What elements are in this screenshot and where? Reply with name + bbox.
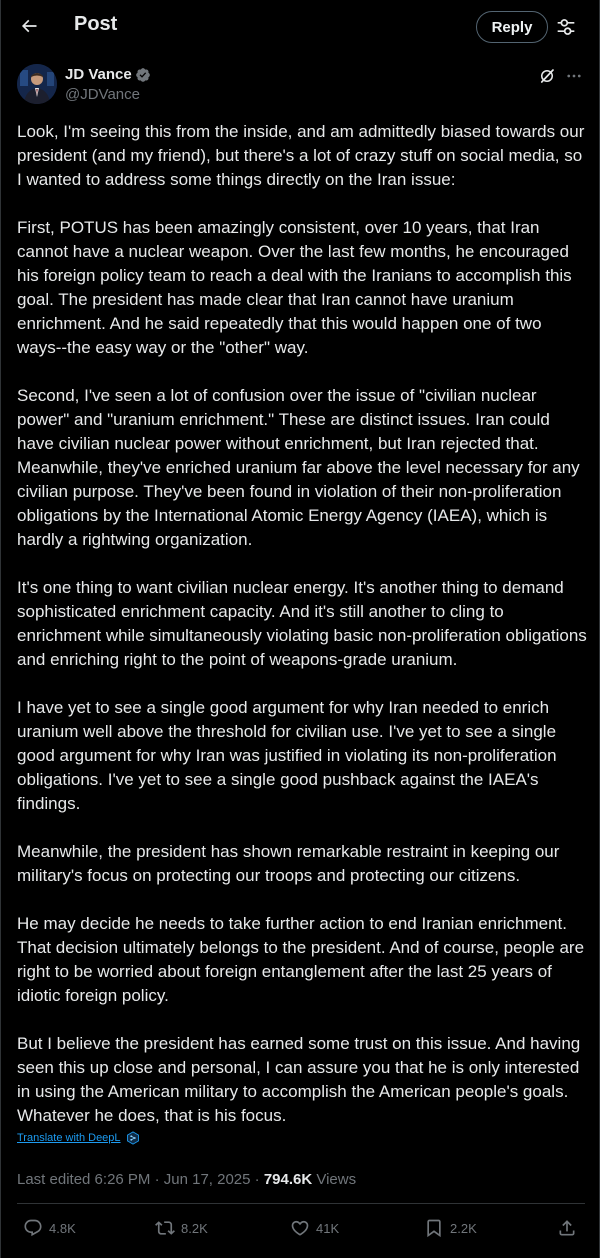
more-horizontal-icon: [565, 67, 583, 85]
page-title: Post: [74, 13, 118, 35]
back-button[interactable]: [13, 10, 45, 42]
reply-action[interactable]: [23, 1218, 76, 1238]
tweet-paragraph: He may decide he needs to take further action to end Iranian enrichment. That decision ultimately belongs to the president. And of course, people are right to be worried about foreign entanglement after the last 25 years of idiotic foreign policy.: [17, 914, 585, 1005]
bookmark-count: 2.2K: [450, 1220, 477, 1236]
repost-count: 8.2K: [181, 1220, 208, 1236]
post-meta: [17, 1171, 356, 1188]
tweet-paragraph: Second, I've seen a lot of confusion over the issue of "civilian nuclear power" and "uranium enrichment." These are distinct issues. Iran could have civilian nuclear power without enrichment, but Iran rejected that. Meanwhile, they've enriched uranium far above the level necessary for any civilian purpose. They've been found in violation of their non-proliferation obligations by the International Atomic Energy Agency (IAEA), which is hardly a rightwing organization.: [17, 386, 580, 549]
repost-action[interactable]: [155, 1218, 208, 1238]
views-count: 794.6K: [263, 1171, 313, 1188]
bookmark-action[interactable]: [424, 1218, 477, 1238]
deepl-icon: [126, 1131, 140, 1145]
grok-icon: [538, 67, 556, 85]
avatar[interactable]: [17, 64, 57, 104]
grok-button[interactable]: [537, 66, 557, 86]
translate-link[interactable]: Translate with DeepL: [17, 1132, 121, 1144]
reply-settings-button[interactable]: [553, 14, 579, 40]
heart-icon: [290, 1218, 310, 1238]
reply-button[interactable]: Reply: [476, 11, 548, 43]
tweet-paragraph: I have yet to see a single good argument for why Iran needed to enrich uranium well above the threshold for civilian use. I've yet to see a single good argument for why Iran was justified in violating its non-proliferation obligations. I've yet to see a single good pushback against the IAEA's findings.: [17, 698, 557, 813]
avatar-image: [17, 64, 57, 104]
tweet-paragraph: First, POTUS has been amazingly consistent, over 10 years, that Iran cannot have a nuclear weapon. Over the last few months, he encouraged his foreign policy team to reach a deal with the Iranians to accomplish this goal. The president has made clear that Iran cannot have uranium enrichment. And he said repeatedly that this would happen one of two ways--the easy way or the "other" way.: [17, 218, 572, 357]
tweet-text: [17, 120, 589, 1128]
verified-badge-icon: [135, 67, 151, 83]
like-action[interactable]: [290, 1218, 339, 1238]
author-handle[interactable]: @JDVance: [65, 86, 140, 103]
repost-icon: [155, 1218, 175, 1238]
divider: [17, 1203, 585, 1204]
tweet-paragraph: Look, I'm seeing this from the inside, and am admittedly biased towards our president (and my friend), but there's a lot of crazy stuff on social media, so I wanted to address some things directly on the Iran issue:: [17, 122, 585, 189]
author-name[interactable]: JD Vance: [65, 66, 132, 83]
more-options-button[interactable]: [564, 66, 584, 86]
tweet-paragraph: It's one thing to want civilian nuclear energy. It's another thing to demand sophisticated enrichment capacity. And it's still another to cling to enrichment while simultaneously violating basic non-proliferation obligations and enriching right to the point of weapons-grade uranium.: [17, 578, 587, 669]
views-label: Views: [312, 1171, 357, 1188]
arrow-left-icon: [19, 16, 39, 36]
tweet-paragraph: Meanwhile, the president has shown remarkable restraint in keeping our military's focus on protecting our troops and protecting our citizens.: [17, 842, 560, 885]
top-bar: [1, 0, 600, 53]
translate-row: [17, 1131, 140, 1145]
sliders-icon: [556, 17, 576, 37]
post-timestamp[interactable]: Last edited 6:26 PM · Jun 17, 2025 ·: [17, 1171, 264, 1188]
reply-count: 4.8K: [49, 1220, 76, 1236]
tweet-paragraph: But I believe the president has earned some trust on this issue. And having seen this up close and personal, I can assure you that he is only interested in using the American military to accomplish the American people's goals. Whatever he does, that is his focus.: [17, 1034, 581, 1125]
share-icon: [557, 1218, 577, 1238]
comment-icon: [23, 1218, 43, 1238]
share-action[interactable]: [557, 1218, 583, 1238]
bookmark-icon: [424, 1218, 444, 1238]
like-count: 41K: [316, 1220, 340, 1236]
